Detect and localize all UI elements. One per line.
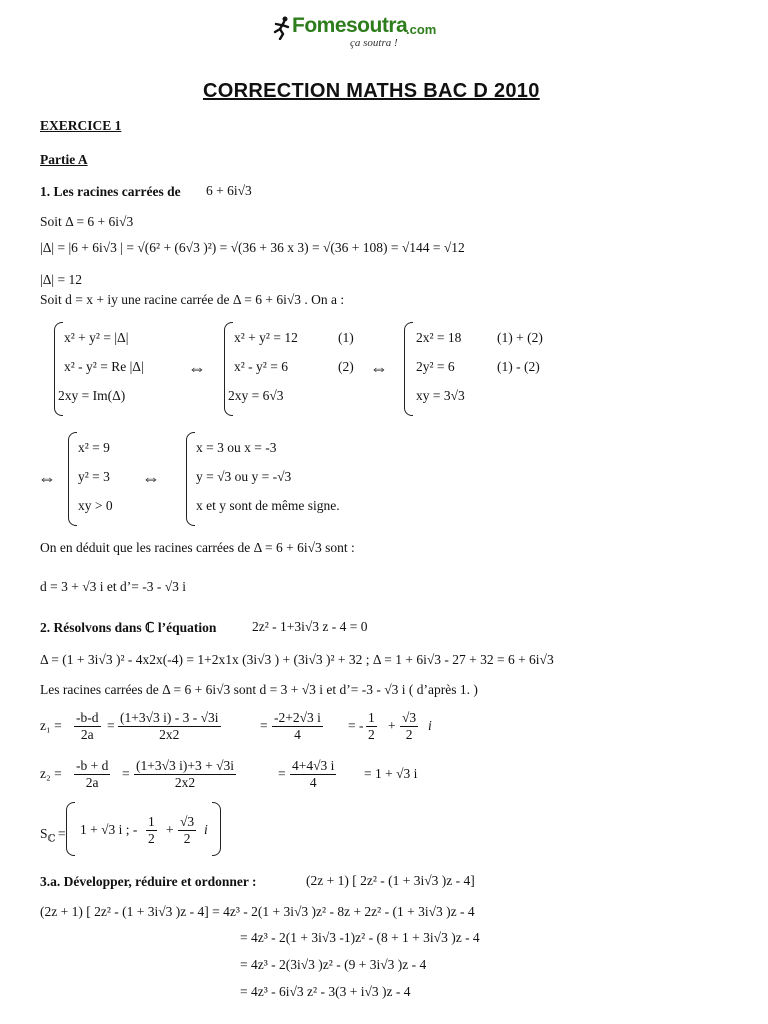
system-1-line: 2xy = Im(Δ) — [58, 388, 126, 403]
solution-set-brace-left — [66, 802, 75, 856]
system-3-line: 2y² = 6 — [416, 359, 455, 374]
z1-fraction: $\frac{√3}{2}$ — [402, 710, 417, 742]
solution-set-equals: = — [58, 826, 66, 841]
system-3-line: 2x² = 18 — [416, 330, 462, 345]
system-1-line: x² + y² = |Δ| — [64, 330, 129, 345]
partie-heading: Partie A — [40, 152, 88, 167]
solution-fraction: $\frac{√3}{2}$ — [180, 814, 195, 846]
logo-text: Fomesoutra — [292, 14, 408, 37]
system-5-line: x = 3 ou x = -3 — [196, 440, 277, 455]
system-2-line: 2xy = 6√3 — [228, 388, 284, 403]
solution-imaginary-unit: i — [204, 822, 208, 837]
system-4-line: xy > 0 — [78, 498, 113, 513]
equivalence-symbol: ⇔ — [142, 468, 160, 488]
square-roots-delta-line: Les racines carrées de Δ = 6 + 6i√3 sont d = 3 + √3 i et d’= -3 - √3 i ( d’après 1. ) — [40, 682, 478, 697]
question-1-heading: 1. Les racines carrées de — [40, 184, 181, 199]
question-3-heading: 3.a. Développer, réduire et ordonner : — [40, 874, 257, 889]
equivalence-symbol: ⇔ — [370, 358, 388, 378]
system-1-line: x² - y² = Re |Δ| — [64, 359, 144, 374]
z1-fraction: $\frac{-2+2√3 i}{4}$ — [274, 710, 321, 742]
equivalence-symbol: ⇔ — [188, 358, 206, 378]
z2-tail: = 1 + √3 i — [364, 766, 418, 781]
system-2-line: x² - y² = 6 — [234, 359, 288, 374]
system-4-brace — [68, 432, 77, 526]
development-line: (2z + 1) [ 2z² - (1 + 3i√3 )z - 4] = 4z³ - 2(1 + 3i√3 )z² - 8z + 2z² - (1 + 3i√3 )z - 4 — [40, 904, 475, 919]
equals-sign: = — [107, 718, 115, 733]
question-2-heading: 2. Résolvons dans ℂ l’équation — [40, 620, 217, 635]
soit-delta-line: Soit Δ = 6 + 6i√3 — [40, 214, 134, 229]
z1-label: z₁ = — [40, 718, 62, 733]
solution-set-label: $S_ℂ$ — [40, 826, 56, 845]
system-3-tag: (1) + (2) — [497, 330, 543, 345]
system-2-line: x² + y² = 12 — [234, 330, 298, 345]
z2-fraction: $\frac{-b + d}{2a}$ — [76, 758, 109, 790]
z1-fraction: $\frac{-b-d}{2a}$ — [76, 710, 99, 742]
z1-fraction: $\frac{(1+3√3 i) - 3 - √3i}{2x2}$ — [120, 710, 219, 742]
equals-sign: = — [260, 718, 268, 733]
system-3-tag: (1) - (2) — [497, 359, 540, 374]
system-5-brace — [186, 432, 195, 526]
exercice-heading: EXERCICE 1 — [40, 118, 122, 133]
logo-tagline: ça soutra ! — [350, 37, 398, 49]
z1-plus: + — [388, 718, 396, 733]
z1-tail: = - — [348, 718, 364, 733]
equals-sign: = — [122, 766, 130, 781]
equals-sign: = — [278, 766, 286, 781]
development-line: = 4z³ - 2(1 + 3i√3 -1)z² - (8 + 1 + 3i√3 )z - 4 — [240, 930, 480, 945]
z2-label: z₂ = — [40, 766, 62, 781]
system-5-line: y = √3 ou y = -√3 — [196, 469, 292, 484]
system-4-line: y² = 3 — [78, 469, 110, 484]
solution-element-1: 1 + √3 i ; - — [80, 822, 138, 837]
soit-d-line: Soit d = x + iy une racine carrée de Δ = 6 + 6i√3 . On a : — [40, 292, 345, 307]
modulus-line: |Δ| = |6 + 6i√3 | = √(6² + (6√3 )²) = √(36 + 36 x 3) = √(36 + 108) = √144 = √12 — [40, 240, 465, 255]
question-3-expression: (2z + 1) [ 2z² - (1 + 3i√3 )z - 4] — [306, 873, 475, 888]
system-3-brace — [404, 322, 413, 416]
runner-icon — [272, 16, 292, 40]
page-title: CORRECTION MATHS BAC D 2010 — [203, 80, 540, 102]
square-roots-line: d = 3 + √3 i et d’= -3 - √3 i — [40, 579, 187, 594]
solution-set-brace-right — [212, 802, 221, 856]
discriminant-line: Δ = (1 + 3i√3 )² - 4x2x(-4) = 1+2x1x (3i√3 ) + (3i√3 )² + 32 ; Δ = 1 + 6i√3 - 27 + 32 = 6 + 6i√3 — [40, 652, 554, 667]
equivalence-symbol: ⇔ — [38, 468, 56, 488]
system-2-tag: (2) — [338, 359, 354, 374]
z1-fraction: $\frac{1}{2}$ — [368, 710, 375, 742]
question-2-equation: 2z² - 1+3i√3 z - 4 = 0 — [252, 619, 368, 634]
question-1-expression: 6 + 6i√3 — [206, 183, 252, 198]
solution-fraction: $\frac{1}{2}$ — [148, 814, 155, 846]
system-2-tag: (1) — [338, 330, 354, 345]
logo-domain: .com — [406, 22, 437, 37]
system-4-line: x² = 9 — [78, 440, 110, 455]
modulus-result: |Δ| = 12 — [40, 272, 82, 287]
deduction-line: On en déduit que les racines carrées de Δ = 6 + 6i√3 sont : — [40, 540, 355, 555]
system-3-line: xy = 3√3 — [416, 388, 465, 403]
development-line: = 4z³ - 2(3i√3 )z² - (9 + 3i√3 )z - 4 — [240, 957, 427, 972]
z1-imaginary-unit: i — [428, 718, 432, 733]
z2-fraction: $\frac{(1+3√3 i)+3 + √3i}{2x2}$ — [136, 758, 235, 790]
development-line: = 4z³ - 6i√3 z² - 3(3 + i√3 )z - 4 — [240, 984, 411, 999]
solution-plus: + — [166, 822, 174, 837]
z2-fraction: $\frac{4+4√3 i}{4}$ — [292, 758, 335, 790]
system-5-line: x et y sont de même signe. — [196, 498, 340, 513]
